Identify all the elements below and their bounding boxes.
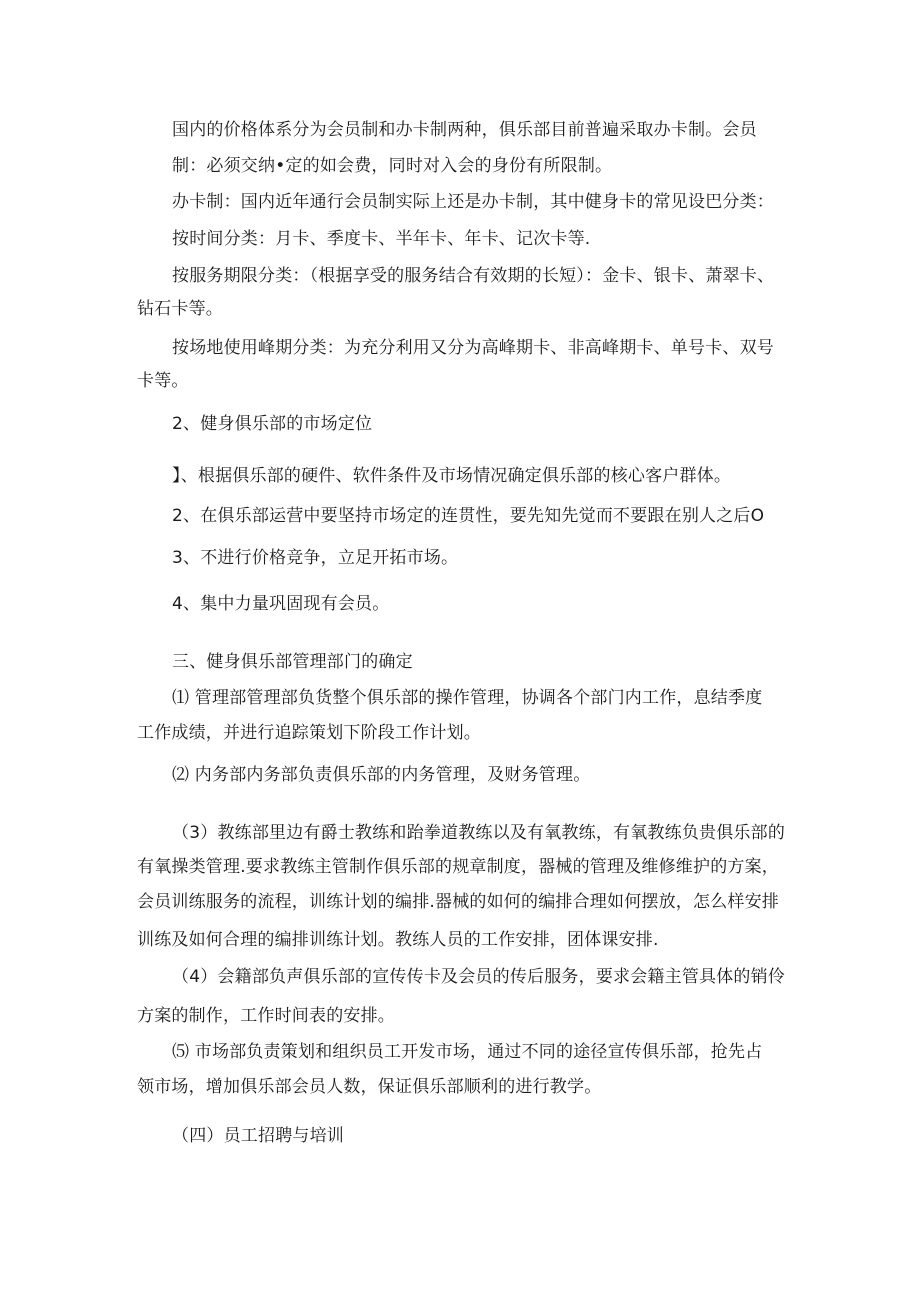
paragraph-line: ⑸ 市场部负责策划和组织员工开发市场，通过不同的途径宣传俱乐部，抢先占 — [172, 1042, 763, 1062]
paragraph-line: 按时间分类：月卡、季度卡、半年卡、年卡、记次卡等. — [172, 229, 591, 249]
paragraph-line: 领市场，增加俱乐部会员人数，保证俱乐部顺利的进行教学。 — [137, 1077, 602, 1097]
paragraph-line: ⑵ 内务部内务部负责俱乐部的内务管理，及财务管理。 — [172, 765, 591, 785]
paragraph-line: （3）教练部里边有爵士教练和跆拳道教练以及有氧教练，有氧教练负贵俱乐部的 — [172, 823, 786, 843]
section-heading: 三、健身俱乐部管理部门的确定 — [172, 652, 413, 672]
paragraph-line: ⑴ 管理部管理部负货整个俱乐部的操作管理，协调各个部门内工作，息结季度 — [172, 688, 763, 708]
paragraph-line: 卡等。 — [137, 371, 189, 391]
section-heading: 2、健身俱乐部的市场定位 — [172, 414, 373, 434]
list-item: 2、在俱乐部运营中要坚持市场定的连贯性，要先知先觉而不要跟在别人之后O — [172, 506, 765, 526]
paragraph-line: 办卡制：国内近年通行会员制实际上还是办卡制，其中健身卡的常见设巴分类： — [172, 192, 774, 212]
section-heading: （四）员工招聘与培训 — [172, 1126, 344, 1146]
paragraph-line: 会员训练服务的流程，训练计划的编排.器械的如何的编排合理如何摆放，怎么样安排 — [137, 892, 780, 912]
paragraph-line: （4）会籍部负声俱乐部的宣传传卡及会员的传后服务，要求会籍主管具体的销伶 — [172, 967, 786, 987]
list-item: 4、集中力量巩固现有会员。 — [172, 594, 390, 614]
paragraph-line: 钻石卡等。 — [137, 299, 223, 319]
list-item: 3、不进行价格竞争，立足开拓市场。 — [172, 548, 459, 568]
paragraph-line: 工作成绩，并进行追踪策划下阶段工作计划。 — [137, 723, 481, 743]
list-item: 】、根据俱乐部的硬件、软件条件及市场情况确定俱乐部的核心客户群体。 — [172, 466, 732, 486]
paragraph-line: 方案的制作，工作时间表的安排。 — [137, 1006, 395, 1026]
paragraph-line: 有氧操类管理.要求教练主管制作俱乐部的规章制度，器械的管理及维修维护的方案， — [137, 857, 780, 877]
paragraph-line: 国内的价格体系分为会员制和办卡制两种，俱乐部目前普遍采取办卡制。会员 — [172, 120, 757, 140]
paragraph-line: 按服务期限分类：（根据享受的服务结合有效期的长短）：金卡、银卡、萧翠卡、 — [172, 266, 775, 286]
paragraph-line: 训练及如何合理的编排训练计划。教练人员的工作安排，团体课安排. — [137, 930, 659, 950]
paragraph-line: 制：必须交纳•定的如会费，同时对入会的身份有所限制。 — [172, 156, 613, 176]
paragraph-line: 按场地使用峰期分类：为充分利用又分为高峰期卡、非高峰期卡、单号卡、双号 — [172, 338, 774, 358]
